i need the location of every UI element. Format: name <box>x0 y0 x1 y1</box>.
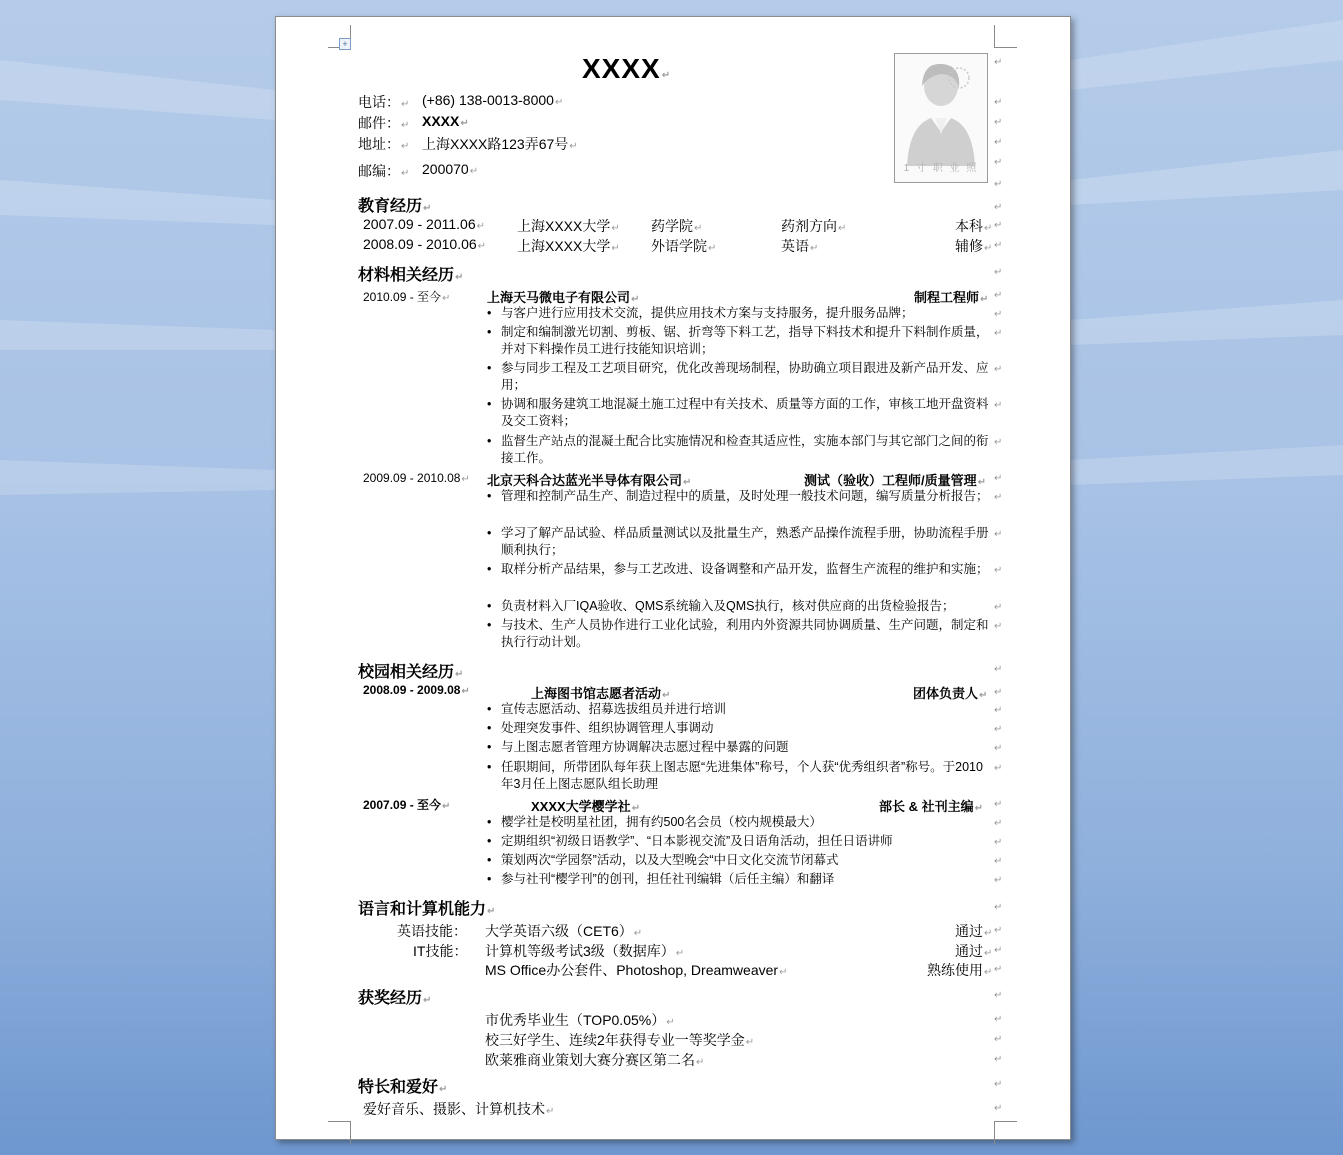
paragraph-mark: ↵ <box>994 400 1003 411</box>
paragraph-mark: ↵ <box>994 743 1003 754</box>
edu-major-2: 英语↵ <box>781 238 819 254</box>
edu-major-1: 药剂方向↵ <box>781 218 847 234</box>
contact-zip-value: 200070↵ <box>422 161 479 177</box>
job-2-date: 2009.09 - 2010.08↵ <box>363 471 470 485</box>
paragraph-mark: ↵ <box>994 240 1003 251</box>
paragraph-mark: ↵ <box>994 925 1003 936</box>
job-2-company: 北京天科合达蓝光半导体有限公司↵ <box>487 473 692 488</box>
job-1-role: 制程工程师↵ <box>914 290 989 305</box>
paragraph-mark: ↵ <box>994 492 1003 503</box>
paragraph-mark: ↵ <box>994 945 1003 956</box>
job-2-role: 测试（验收）工程师/质量管理↵ <box>804 473 987 488</box>
list-item: • 负责材料入厂IQA验收、QMS系统输入及QMS执行，核对供应商的出货检验报告； <box>487 599 955 613</box>
list-item: • 与上图志愿者管理方协调解决志愿过程中暴露的问题 <box>487 740 789 754</box>
paragraph-mark: ↵ <box>994 1079 1003 1090</box>
paragraph-mark: ↵ <box>994 724 1003 735</box>
paragraph-mark: ↵ <box>994 137 1003 148</box>
list-item: • 任职期间，所带团队每年获上图志愿“先进集体”称号，个人获“优秀组织者”称号。于2010年3月任上图志愿队组长助理 <box>487 760 983 791</box>
paragraph-mark: ↵ <box>994 202 1003 213</box>
paragraph-mark: ↵ <box>994 763 1003 774</box>
crop-mark-bottom-left <box>328 1121 351 1144</box>
paragraph-mark: ↵ <box>994 328 1003 339</box>
edu-degree-2: 辅修↵ <box>955 238 993 254</box>
edu-school-1: 上海XXXX大学↵ <box>517 218 620 234</box>
contact-email-value: XXXX↵ <box>422 113 469 129</box>
award-item: 校三好学生、连续2年获得专业一等奖学金↵ <box>485 1032 755 1048</box>
paragraph-mark: ↵ <box>994 157 1003 168</box>
campus-heading: 校园相关经历↵ <box>358 664 464 681</box>
edu-school-2: 上海XXXX大学↵ <box>517 238 620 254</box>
campus-1-org: 上海图书馆志愿者活动↵ <box>531 686 671 701</box>
campus-2-role: 部长 & 社刊主编↵ <box>879 799 984 814</box>
skill-2-level: 通过↵ <box>955 943 993 959</box>
skill-1-level: 通过↵ <box>955 923 993 939</box>
edu-faculty-1: 药学院↵ <box>651 218 703 234</box>
paragraph-mark: ↵ <box>994 621 1003 632</box>
paragraph-mark: ↵ <box>994 437 1003 448</box>
contact-phone-value: (+86) 138-0013-8000↵ <box>422 92 564 108</box>
document-page[interactable] <box>275 16 1071 1140</box>
crop-mark-bottom-right <box>994 1121 1017 1144</box>
paragraph-mark: ↵ <box>994 837 1003 848</box>
skill-1-label: 英语技能： <box>397 923 467 939</box>
contact-phone-label: 电话：↵ <box>358 94 410 110</box>
skill-2-desc: 计算机等级考试3级（数据库）↵ <box>485 943 685 959</box>
paragraph-mark: ↵ <box>994 856 1003 867</box>
education-heading: 教育经历↵ <box>358 198 432 215</box>
list-item: • 参与社刊“樱学刊”的创刊，担任社刊编辑（后任主编）和翻译 <box>487 872 835 886</box>
campus-1-date: 2008.09 - 2009.08↵ <box>363 683 470 697</box>
paragraph-mark: ↵ <box>994 602 1003 613</box>
edu-faculty-2: 外语学院↵ <box>651 238 717 254</box>
paragraph-mark: ↵ <box>994 875 1003 886</box>
job-1-company: 上海天马微电子有限公司↵ <box>487 290 640 305</box>
list-item: • 制定和编制激光切割、剪板、锯、折弯等下料工艺，指导下料技术和提升下料制作质量，并对下料操作员工进行技能知识培训； <box>487 325 989 356</box>
photo-caption: 1 寸 职 业 照 <box>903 163 979 174</box>
paragraph-mark: ↵ <box>994 902 1003 913</box>
paragraph-mark: ↵ <box>994 529 1003 540</box>
paragraph-mark: ↵ <box>994 1034 1003 1045</box>
paragraph-mark: ↵ <box>994 473 1003 484</box>
award-item: 市优秀毕业生（TOP0.05%）↵ <box>485 1012 675 1028</box>
edu-date-2: 2008.09 - 2010.06↵ <box>363 236 487 252</box>
paragraph-mark: ↵ <box>994 664 1003 675</box>
paragraph-mark: ↵ <box>994 687 1003 698</box>
edu-date-1: 2007.09 - 2011.06↵ <box>363 216 486 232</box>
awards-heading: 获奖经历↵ <box>358 990 432 1007</box>
list-item: • 协调和服务建筑工地混凝土施工过程中有关技术、质量等方面的工作，审核工地开盘资料及交工资料； <box>487 397 989 428</box>
skills-heading: 语言和计算机能力↵ <box>358 901 496 918</box>
skill-3-desc: MS Office办公套件、Photoshop, Dreamweaver↵ <box>485 962 788 978</box>
paragraph-mark: ↵ <box>994 290 1003 301</box>
list-item: • 监督生产站点的混凝土配合比实施情况和检查其适应性，实施本部门与其它部门之间的衔接工作。 <box>487 434 989 465</box>
campus-2-date: 2007.09 - 至今↵ <box>363 798 451 812</box>
list-item: • 定期组织“初级日语教学”、“日本影视交流”及日语角活动，担任日语讲师 <box>487 834 893 848</box>
list-item: • 取样分析产品结果，参与工艺改进、设备调整和产品开发，监督生产流程的维护和实施； <box>487 562 989 576</box>
hobbies-heading: 特长和爱好↵ <box>358 1079 448 1096</box>
list-item: • 宣传志愿活动、招募选拔组员并进行培训 <box>487 702 727 716</box>
paragraph-mark: ↵ <box>994 818 1003 829</box>
table-move-handle-icon[interactable]: + <box>339 38 351 50</box>
paragraph-mark: ↵ <box>994 1103 1003 1114</box>
paragraph-mark: ↵ <box>994 1014 1003 1025</box>
paragraph-mark: ↵ <box>994 990 1003 1001</box>
contact-email-label: 邮件：↵ <box>358 115 410 131</box>
award-item: 欧莱雅商业策划大赛分赛区第二名↵ <box>485 1052 705 1068</box>
paragraph-mark: ↵ <box>994 267 1003 278</box>
campus-2-org: XXXX大学樱学社↵ <box>531 799 641 814</box>
list-item: • 参与同步工程及工艺项目研究，优化改善现场制程，协助确立项目跟进及新产品开发、应用； <box>487 361 989 392</box>
paragraph-mark: ↵ <box>994 1054 1003 1065</box>
paragraph-mark: ↵ <box>994 117 1003 128</box>
edu-degree-1: 本科↵ <box>955 218 993 234</box>
photo-placeholder[interactable] <box>894 53 988 183</box>
paragraph-mark: ↵ <box>994 179 1003 190</box>
list-item: • 樱学社是校明星社团，拥有约500名会员（校内规模最大） <box>487 815 822 829</box>
list-item: • 策划两次“学园祭”活动，以及大型晚会“中日文化交流节闭幕式 <box>487 853 839 867</box>
skill-2-label: IT技能： <box>413 943 468 959</box>
contact-address-label: 地址：↵ <box>358 136 410 152</box>
list-item: • 与客户进行应用技术交流，提供应用技术方案与支持服务，提升服务品牌； <box>487 306 914 320</box>
list-item: • 处理突发事件、组织协调管理人事调动 <box>487 721 714 735</box>
paragraph-mark: ↵ <box>994 964 1003 975</box>
contact-address-value: 上海XXXX路123弄67号↵ <box>422 136 578 152</box>
contact-zip-label: 邮编：↵ <box>358 163 410 179</box>
paragraph-mark: ↵ <box>994 364 1003 375</box>
skill-3-level: 熟练使用↵ <box>927 962 993 978</box>
paragraph-mark: ↵ <box>994 565 1003 576</box>
skill-1-desc: 大学英语六级（CET6）↵ <box>485 923 643 939</box>
work-heading: 材料相关经历↵ <box>358 267 464 284</box>
job-1-date: 2010.09 - 至今↵ <box>363 290 451 304</box>
list-item: • 管理和控制产品生产、制造过程中的质量，及时处理一般技术问题，编写质量分析报告； <box>487 489 989 503</box>
paragraph-mark: ↵ <box>994 220 1003 231</box>
campus-1-role: 团体负责人↵ <box>913 686 988 701</box>
paragraph-mark: ↵ <box>994 57 1003 68</box>
resume-name: XXXX↵ <box>582 53 672 84</box>
list-item: • 学习了解产品试验、样品质量测试以及批量生产，熟悉产品操作流程手册，协助流程手册顺利执行； <box>487 526 989 557</box>
paragraph-mark: ↵ <box>994 97 1003 108</box>
paragraph-mark: ↵ <box>994 705 1003 716</box>
paragraph-mark: ↵ <box>994 309 1003 320</box>
paragraph-mark: ↵ <box>994 799 1003 810</box>
hobbies-text: 爱好音乐、摄影、计算机技术↵ <box>363 1101 555 1117</box>
crop-mark-top-right <box>994 25 1017 48</box>
list-item: • 与技术、生产人员协作进行工业化试验，利用内外资源共同协调质量、生产问题，制定和执行行动计划。 <box>487 618 989 649</box>
